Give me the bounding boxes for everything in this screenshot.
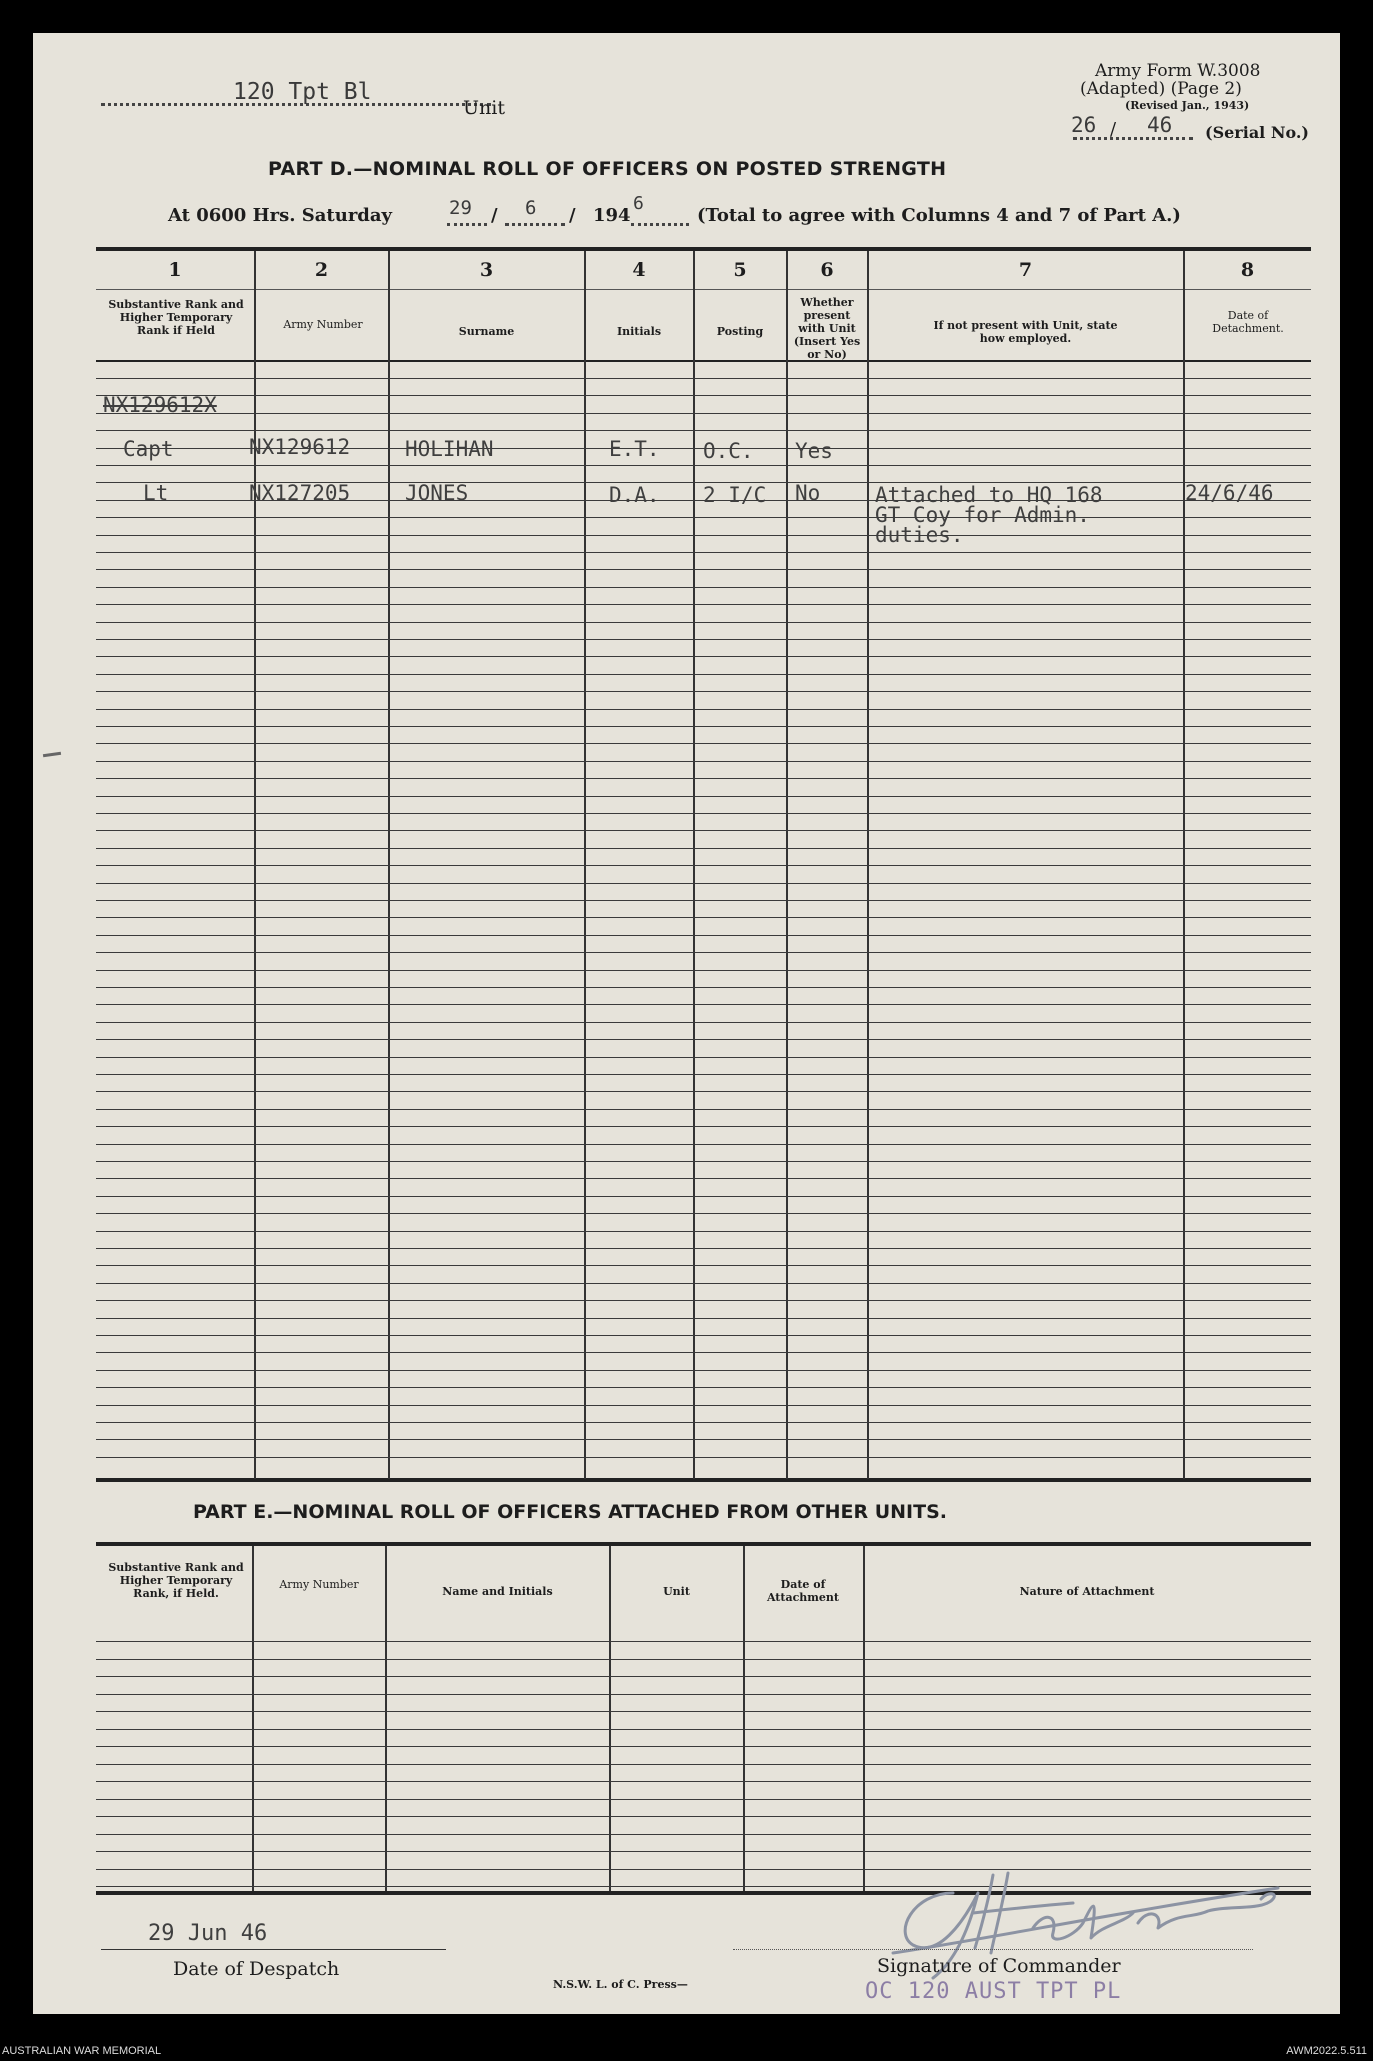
form-revised: (Revised Jan., 1943): [1125, 99, 1250, 112]
row-2-employed-line-2: GT Coy for Admin.: [875, 503, 1090, 527]
press-credit: N.S.W. L. of C. Press—: [553, 1978, 688, 1991]
part-d-ruled-line-37: [96, 1022, 1311, 1023]
part-d-ruled-line-62: [96, 1457, 1311, 1458]
part-d-ruled-line-59: [96, 1405, 1311, 1406]
form-id: Army Form W.3008: [1095, 61, 1261, 81]
serial-value-b: 46: [1147, 113, 1173, 137]
part-d-ruled-line-34: [96, 970, 1311, 971]
part-d-ruled-line-5: [96, 465, 1311, 466]
col-header-employed: If not present with Unit, state how employed.: [933, 319, 1118, 345]
part-e-ruled-line-12: [96, 1851, 1311, 1852]
part-d-ruled-line-17: [96, 674, 1311, 675]
row-2-employed-line-1: Attached to HQ 168: [875, 483, 1103, 507]
at-prefix: At 0600 Hrs. Saturday: [168, 205, 393, 226]
credit-right: AWM2022.5.511: [1286, 2045, 1367, 2057]
part-e-ruled-line-10: [96, 1816, 1311, 1817]
col-number-1: 1: [168, 259, 182, 281]
part-d-ruled-line-8: [96, 517, 1311, 518]
part-d-ruled-line-18: [96, 691, 1311, 692]
part-d-ruled-line-53: [96, 1300, 1311, 1301]
part-d-ruled-line-50: [96, 1248, 1311, 1249]
part-e-ruled-line-6: [96, 1746, 1311, 1747]
part-e-header-army-number: Army Number: [279, 1578, 359, 1591]
part-d-ruled-line-11: [96, 569, 1311, 570]
row-1-initials: E.T.: [609, 437, 660, 461]
part-d-ruled-line-28: [96, 865, 1311, 866]
part-d-ruled-line-58: [96, 1387, 1311, 1388]
col-number-2: 2: [314, 259, 329, 281]
part-d-ruled-line-15: [96, 639, 1311, 640]
part-d-ruled-line-41: [96, 1091, 1311, 1092]
row-1-number: NX129612: [249, 435, 351, 459]
col-header-posting: Posting: [716, 325, 764, 338]
row-2-present: No: [795, 481, 821, 505]
part-e-header-name: Name and Initials: [442, 1585, 553, 1598]
row-2-number: NX127205: [249, 481, 351, 505]
col-number-6: 6: [820, 259, 834, 281]
part-d-ruled-line-38: [96, 1039, 1311, 1040]
part-d-ruled-line-43: [96, 1126, 1311, 1127]
part-d-ruled-line-13: [96, 604, 1311, 605]
part-d-ruled-line-60: [96, 1422, 1311, 1423]
row-2-posting: 2 I/C: [703, 483, 767, 507]
part-d-ruled-line-16: [96, 656, 1311, 657]
row-1-present: Yes: [795, 439, 833, 463]
part-e-ruled-line-14: [96, 1886, 1311, 1887]
part-d-ruled-line-52: [96, 1283, 1311, 1284]
row-2-date: 24/6/46: [1185, 481, 1274, 505]
credit-left: AUSTRALIAN WAR MEMORIAL: [2, 2045, 162, 2057]
part-d-ruled-line-40: [96, 1074, 1311, 1075]
part-d-ruled-line-32: [96, 935, 1311, 936]
part-d-ruled-line-0: [96, 378, 1311, 379]
part-d-ruled-line-9: [96, 535, 1311, 536]
col-number-5: 5: [733, 259, 747, 281]
part-d-ruled-line-2: [96, 413, 1311, 414]
col-header-present: Whether present with Unit (Insert Yes or No): [793, 296, 861, 361]
part-d-ruled-line-27: [96, 848, 1311, 849]
part-d-ruled-line-61: [96, 1439, 1311, 1440]
year-suffix: 6: [633, 193, 644, 214]
part-d-ruled-line-1: [96, 395, 1311, 396]
unit-value: 120 Tpt Bl: [233, 79, 372, 105]
col-header-surname: Surname: [458, 325, 515, 338]
col-number-8: 8: [1240, 259, 1255, 281]
year-dots: [631, 223, 689, 226]
commander-stamp: OC 120 AUST TPT PL: [865, 1979, 1122, 2004]
part-d-ruled-line-31: [96, 917, 1311, 918]
form-adapted: (Adapted) (Page 2): [1080, 79, 1242, 99]
part-e-ruled-line-1: [96, 1659, 1311, 1660]
part-e-ruled-line-7: [96, 1764, 1311, 1765]
col-header-date: Date of Detachment.: [1212, 309, 1284, 335]
part-d-top-rule: [96, 247, 1311, 251]
col-header-army-number: Army Number: [283, 318, 363, 331]
part-d-ruled-line-42: [96, 1109, 1311, 1110]
part-d-ruled-line-20: [96, 726, 1311, 727]
part-d-header-rule: [96, 360, 1311, 362]
part-d-number-rule: [96, 289, 1311, 290]
col-number-3: 3: [479, 259, 494, 281]
part-e-ruled-line-4: [96, 1711, 1311, 1712]
part-e-ruled-line-3: [96, 1694, 1311, 1695]
part-e-top-rule: [96, 1542, 1311, 1546]
part-d-ruled-line-23: [96, 778, 1311, 779]
signature-label: Signature of Commander: [877, 1955, 1121, 1977]
col-header-initials: Initials: [616, 325, 662, 338]
part-d-ruled-line-24: [96, 796, 1311, 797]
part-e-header-unit: Unit: [663, 1585, 690, 1598]
row-2-employed-line-3: duties.: [875, 523, 964, 547]
part-d-ruled-line-12: [96, 587, 1311, 588]
part-e-ruled-line-0: [96, 1641, 1311, 1642]
despatch-label: Date of Despatch: [173, 1958, 340, 1980]
row-2-initials: D.A.: [609, 483, 660, 507]
despatch-value: 29 Jun 46: [148, 1921, 268, 1946]
year-prefix: 194: [593, 205, 631, 226]
part-e-header-rank: Substantive Rank and Higher Temporary Rank, if Held.: [108, 1561, 244, 1600]
part-d-ruled-line-46: [96, 1178, 1311, 1179]
part-d-ruled-line-39: [96, 1057, 1311, 1058]
part-e-ruled-line-9: [96, 1799, 1311, 1800]
part-d-ruled-line-21: [96, 743, 1311, 744]
part-e-header-date: Date of Attachment: [766, 1578, 840, 1604]
date-month: 6: [525, 197, 537, 219]
serial-separator: /: [1110, 119, 1117, 140]
part-e-col-line-1: [252, 1546, 254, 1891]
part-d-ruled-line-33: [96, 952, 1311, 953]
form-page: [33, 33, 1340, 2014]
part-d-ruled-line-56: [96, 1352, 1311, 1353]
part-d-ruled-line-45: [96, 1161, 1311, 1162]
part-d-ruled-line-35: [96, 987, 1311, 988]
part-d-ruled-line-36: [96, 1004, 1311, 1005]
part-d-ruled-line-30: [96, 900, 1311, 901]
row-1-rank: Capt: [123, 437, 174, 461]
part-d-ruled-line-55: [96, 1335, 1311, 1336]
part-d-ruled-line-57: [96, 1370, 1311, 1371]
part-d-ruled-line-54: [96, 1318, 1311, 1319]
serial-value-a: 26: [1071, 113, 1097, 137]
part-d-ruled-line-48: [96, 1213, 1311, 1214]
part-e-ruled-line-8: [96, 1781, 1311, 1782]
part-d-bottom-rule: [96, 1478, 1311, 1482]
part-d-title: PART D.—NOMINAL ROLL OF OFFICERS ON POSTED STRENGTH: [268, 158, 947, 180]
struck-entry: NX129612X: [103, 393, 217, 417]
part-e-ruled-line-13: [96, 1869, 1311, 1870]
col-number-7: 7: [1018, 259, 1033, 281]
despatch-line: [101, 1949, 446, 1950]
date-dots-month: [505, 223, 565, 226]
part-d-ruled-line-19: [96, 709, 1311, 710]
part-d-ruled-line-22: [96, 761, 1311, 762]
part-d-ruled-line-44: [96, 1144, 1311, 1145]
part-d-ruled-line-14: [96, 622, 1311, 623]
row-2-rank: Lt: [143, 481, 169, 505]
row-1-surname: HOLIHAN: [405, 437, 494, 461]
part-e-col-line-4: [743, 1546, 745, 1891]
date-day: 29: [449, 197, 472, 219]
row-1-posting: O.C.: [703, 439, 754, 463]
signature-line: [733, 1949, 1253, 1950]
part-d-ruled-line-3: [96, 430, 1311, 431]
row-2-surname: JONES: [405, 481, 469, 505]
margin-mark: [43, 752, 61, 757]
col-number-4: 4: [632, 259, 646, 281]
part-d-ruled-line-26: [96, 830, 1311, 831]
part-d-ruled-line-29: [96, 883, 1311, 884]
part-d-ruled-line-10: [96, 552, 1311, 553]
date-sep-2: /: [569, 205, 576, 226]
total-note: (Total to agree with Columns 4 and 7 of Part A.): [697, 205, 1181, 226]
part-e-ruled-line-5: [96, 1729, 1311, 1730]
part-e-ruled-line-11: [96, 1834, 1311, 1835]
part-e-ruled-line-2: [96, 1676, 1311, 1677]
unit-label: Unit: [463, 97, 505, 119]
part-d-ruled-line-49: [96, 1231, 1311, 1232]
date-sep-1: /: [491, 205, 498, 226]
date-dots-day: [447, 223, 487, 226]
part-d-ruled-line-47: [96, 1196, 1311, 1197]
serial-label: (Serial No.): [1205, 123, 1309, 142]
part-e-bottom-rule: [96, 1891, 1311, 1895]
part-d-ruled-line-51: [96, 1265, 1311, 1266]
part-d-ruled-line-25: [96, 813, 1311, 814]
col-header-rank: Substantive Rank and Higher Temporary Rank if Held: [108, 298, 244, 337]
part-e-header-nature: Nature of Attachment: [1019, 1585, 1155, 1598]
part-e-title: PART E.—NOMINAL ROLL OF OFFICERS ATTACHED FROM OTHER UNITS.: [193, 1501, 947, 1523]
